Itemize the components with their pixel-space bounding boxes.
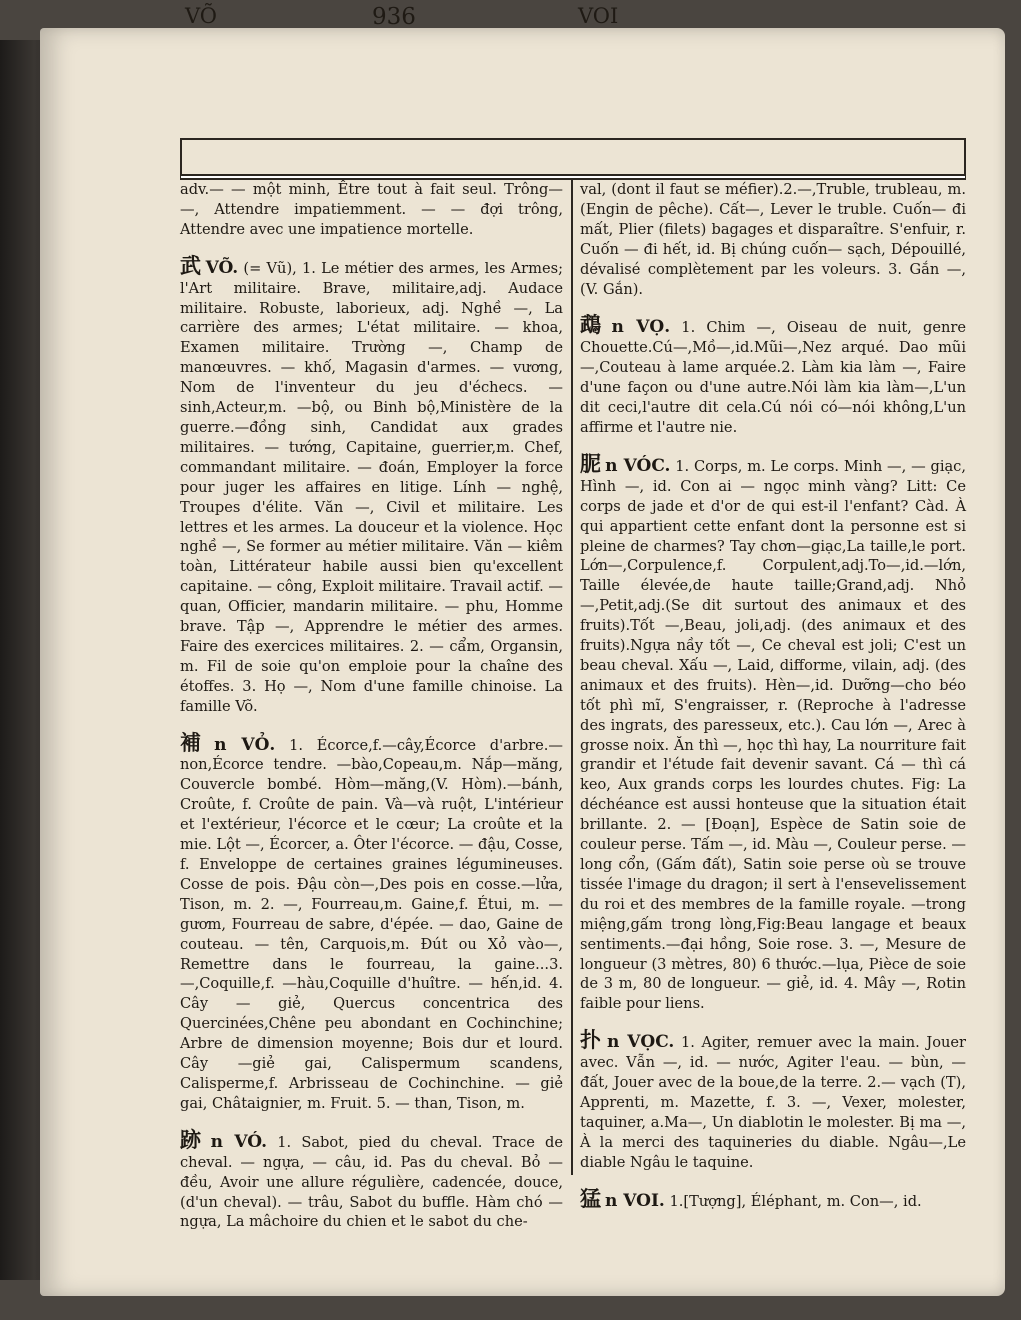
headword: n VỎ. xyxy=(214,734,276,755)
entry-text: 1. Corps, m. Le corps. Minh —, — giạc, Hình —, id. Con ai — ngọc minh vàng? Litt: Ce corps de jade et d'or de qui est-il l'enfant? Càd. À qui appartient cette enfant dont la personne est si pleine de charmes? Tay chơn—giạc,La taille,le port. Lớn—,Corpulence,f. Corpulent,adj.To—,id.—lớn, Taille élevée,de haute taille;Grand,adj. Nhỏ—,Petit,adj.(Se dit surtout des animaux et des fruits).Tốt —,Beau, joli,adj. (des animaux et des fruits).Ngựa nầy tốt —, Ce cheval est joli; C'est un beau cheval. Xấu —, Laid, difforme, vilain, adj. (des animaux et des fruits). Hèn—,id. Dưỡng—cho béo tốt phì mĩ, S'engraisser, r. (Reproche à l'adresse des ingrats, des paresseux, etc.). Cau lớn —, Arec à grosse noix. Ăn thì —, học thì hay, La nourriture fait grandir et l'étude fait devenir savant. Cá — thì cá keo, Aux grands corps les lourdes chutes. Fig: La déchéance est aussi honteuse que la situation était brillante. 2. — [Đoạn], Espèce de Satin soie de couleur perse. Tấm —, id. Màu —, Couleur perse. — long cổn, (Gấm đất), Satin soie perse où se trouve tissée l'image du dragon; il sert à l'ensevelissement du roi et des membres de la famille royale. —trong miệng,gấm trong lòng,Fig:Beau langage et beaux sentiments.—đại hồng, Soie rose. 3. —, Mesure de longueur (3 mètres, 80) 6 thước.—lụa, Pièce de soie de 3 m, 80 de longueur. — giẻ, id. 4. Mây —, Rotin faible pour liens. xyxy=(580,457,966,1013)
entry-text: 1. Chim —, Oiseau de nuit, genre Chouette.Cú—,Mồ—,id.Mũi—,Nez arqué. Dao mũi —,Couteau à lame arquée.2. Làm kia làm —, Faire d'une façon ou d'une autre.Nói làm kia làm—,L'un dit ceci,l'autre dit cela.Cú nói có—nói không,L'un affirme et l'autre nie. xyxy=(580,319,967,436)
han-character: 跡 xyxy=(180,1126,207,1152)
headword: n VOI. xyxy=(605,1190,665,1211)
headword: VÕ. xyxy=(205,257,239,278)
header-right-guideword: VOI xyxy=(578,4,619,28)
han-character: 猛 xyxy=(580,1185,601,1211)
han-character: 武 xyxy=(180,252,202,278)
entry-text: 1. Agiter, remuer avec la main. Jouer avec. Vẫn —, id. — nước, Agiter l'eau. — bùn, — đất, Jouer avec de la boue,de la terre. 2.— vạch (T), Apprenti, m. Mazette, f. 3. —, Vexer, molester, taquiner, a.Ma—, Un diablotin le molester. Bị ma —, À la merci des taquineries du diable. Ngâu—,Le diable Ngâu le taquine. xyxy=(580,1034,967,1171)
entry-text: 1. Sabot, pied du cheval. Trace de cheval. — ngựa, — câu, id. Pas du cheval. Bỏ — đều, Avoir une allure régulière, cadencée, douce, (d'un cheval). — trâu, Sabot du buffle. Hàm chó — ngựa, La mâchoire du chien et le sabot du che- xyxy=(180,1133,563,1231)
entry-text: adv.— — một minh, Être tout à fait seul. Trông— —, Attendre impatiemment. — — đợi trông, Attendre avec une impatience mortelle. xyxy=(180,181,563,238)
headword: n VỌC. xyxy=(606,1032,675,1053)
left-column xyxy=(180,180,563,1248)
han-character: 鵡 xyxy=(580,312,608,338)
dictionary-entry xyxy=(580,450,966,1014)
han-character: 扑 xyxy=(580,1027,603,1053)
han-character: 胒 xyxy=(580,450,602,476)
page-number: 936 xyxy=(372,4,416,30)
dictionary-entry xyxy=(580,1185,966,1212)
han-character: 補 xyxy=(180,729,211,755)
entry-continuation xyxy=(580,180,966,299)
dictionary-entry xyxy=(580,312,967,437)
dictionary-entry xyxy=(580,1027,967,1172)
headword: n VÓ. xyxy=(210,1131,268,1152)
entry-text: 1.[Tượng], Éléphant, m. Con—, id. xyxy=(664,1192,922,1210)
running-header xyxy=(180,138,966,176)
header-left-guideword: VÕ xyxy=(185,4,218,28)
entry-text: 1. Écorce,f.—cây,Écorce d'arbre.—non,Écorce tendre. —bào,Copeau,m. Nắp—măng, Couvercle bombé. Hòm—măng,(V. Hòm).—bánh, Croûte, f. Croûte de pain. Và—và ruột, L'intérieur et l'extérieur, l'écorce et le cœur; La croûte et la mie. Lột —, Écorcer, a. Ôter l'écorce. — đậu, Cosse, f. Enveloppe de certaines graines légumineuses. Cosse de pois. Đậu còn—,Des pois en cosse.—lửa, Tison, m. 2. —, Fourreau,m. Gaine,f. Étui, m. — gươm, Fourreau de sabre, d'épée. — dao, Gaine de couteau. — tên, Carquois,m. Đút ou Xỏ vào—, Remettre dans le fourreau, la gaine...3.—,Coquille,f. —hàu,Coquille d'huître. — hến,id. 4. Cây — giẻ, Quercus concentrica des Quercinées,Chêne peu abondant en Cochinchine; Arbre de dimension moyenne; Bois dur et lourd. Cây —giẻ gai, Calispermum scandens, Calisperme,f. Arbrisseau de Cochinchine. — giẻ gai, Châtaignier, m. Fruit. 5. — than, Tison, m. xyxy=(180,736,564,1112)
entry-text: (= Vũ), 1. Le métier des armes, les Armes; l'Art militaire. Brave, militaire,adj. Audace militaire. Robuste, laborieux, adj. Nghề —, La carrière des armes; L'état militaire. — khoa, Examen militaire. Trường —, Champ de manœuvres. — khố, Magasin d'armes. — vương, Nom de l'inventeur du jeu d'échecs. —sinh,Acteur,m. —bộ, ou Binh bộ,Ministère de la guerre.—đồng sinh, Candidat aux grades militaires. — tướng, Capitaine, guerrier,m. Chef, commandant militaire. — đoán, Employer la force pour juger les affaires en litige. Lính — nghệ, Troupes d'élite. Văn —, Civil et militaire. Les lettres et les armes. La douceur et la violence. Học nghề —, Se former au métier militaire. Văn — kiêm toàn, Littérateur habile aussi bien qu'excellent capitaine. — công, Exploit militaire. Travail actif. — quan, Officier, mandarin militaire. — phu, Homme brave. Tập —, Apprendre le métier des armes. Faire des exercices militaires. 2. — cẩm, Organsin, m. Fil de soie qu'on emploie pour la chaîne des étoffes. 3. Họ —, Nom d'une famille chinoise. La famille Võ. xyxy=(180,259,563,715)
headword: n VỌ. xyxy=(611,317,671,338)
dictionary-entry xyxy=(180,252,563,717)
entry-text: val, (dont il faut se méfier).2.—,Truble, trubleau, m.(Engin de pêche). Cất—, Lever le truble. Cuốn— đi mất, Plier (filets) bagages et disparaître. S'enfuir, r. Cuốn — đi hết, id. Bị chúng cuốn— sạch, Dépouillé, dévalisé complètement par les voleurs. 3. Gắn —, (V. Gắn). xyxy=(580,181,966,298)
right-column xyxy=(580,180,966,1228)
dictionary-entry xyxy=(180,1126,563,1233)
headword: n VÓC. xyxy=(605,455,671,476)
column-divider xyxy=(571,180,573,1175)
dictionary-entry xyxy=(180,729,564,1114)
entry-continuation xyxy=(180,180,563,240)
